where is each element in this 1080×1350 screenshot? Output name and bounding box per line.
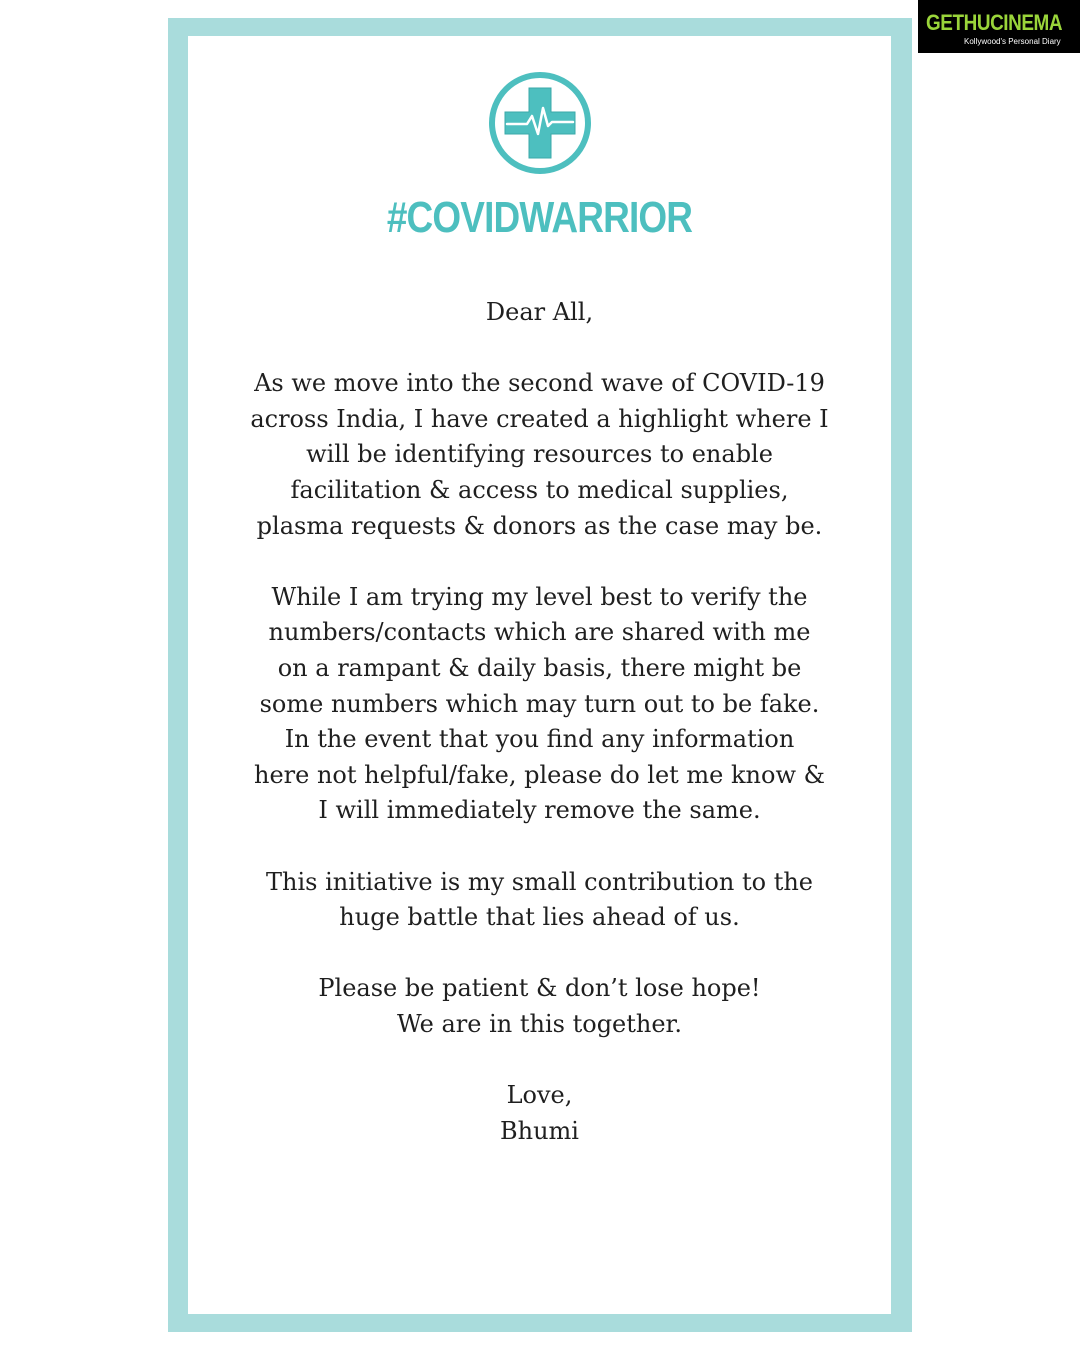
watermark-title: GETHUCINEMA xyxy=(926,10,1063,35)
paragraph-1-line: will be identifying resources to enable xyxy=(306,440,773,469)
paragraph-2-line: some numbers which may turn out to be fake. xyxy=(259,689,820,718)
letter-body xyxy=(188,295,891,1149)
closing: Love, xyxy=(506,1081,573,1110)
paragraph-4-line: Please be patient & don’t lose hope! xyxy=(318,974,761,1003)
watermark-tagline: Kollywood's Personal Diary xyxy=(964,37,1061,46)
paragraph-1-line: plasma requests & donors as the case may be. xyxy=(256,511,823,540)
paragraph-1-line: As we move into the second wave of COVID-19 xyxy=(254,369,825,398)
medical-cross-heartbeat-icon xyxy=(485,68,595,178)
paragraph-4-line: We are in this together. xyxy=(396,1009,683,1038)
signature: Bhumi xyxy=(500,1116,579,1145)
paragraph-3-line: huge battle that lies ahead of us. xyxy=(339,903,740,932)
paragraph-2-line: here not helpful/fake, please do let me know & xyxy=(253,760,825,789)
paragraph-1-line: across India, I have created a highlight where I xyxy=(250,404,829,433)
watermark-logo xyxy=(918,0,1080,53)
hashtag-title: #COVIDWARRIOR xyxy=(386,193,693,242)
paragraph-2-line: In the event that you find any information xyxy=(284,725,795,754)
salutation: Dear All, xyxy=(485,298,594,326)
paragraph-3-line: This initiative is my small contribution to the xyxy=(265,867,813,896)
paragraph-1-line: facilitation & access to medical supplies, xyxy=(290,475,789,504)
paragraph-2-line: While I am trying my level best to verify the xyxy=(271,582,808,611)
paragraph-2-line: on a rampant & daily basis, there might be xyxy=(277,653,802,682)
paragraph-2-line: numbers/contacts which are shared with me xyxy=(268,618,811,647)
paragraph-2-line: I will immediately remove the same. xyxy=(318,796,761,825)
